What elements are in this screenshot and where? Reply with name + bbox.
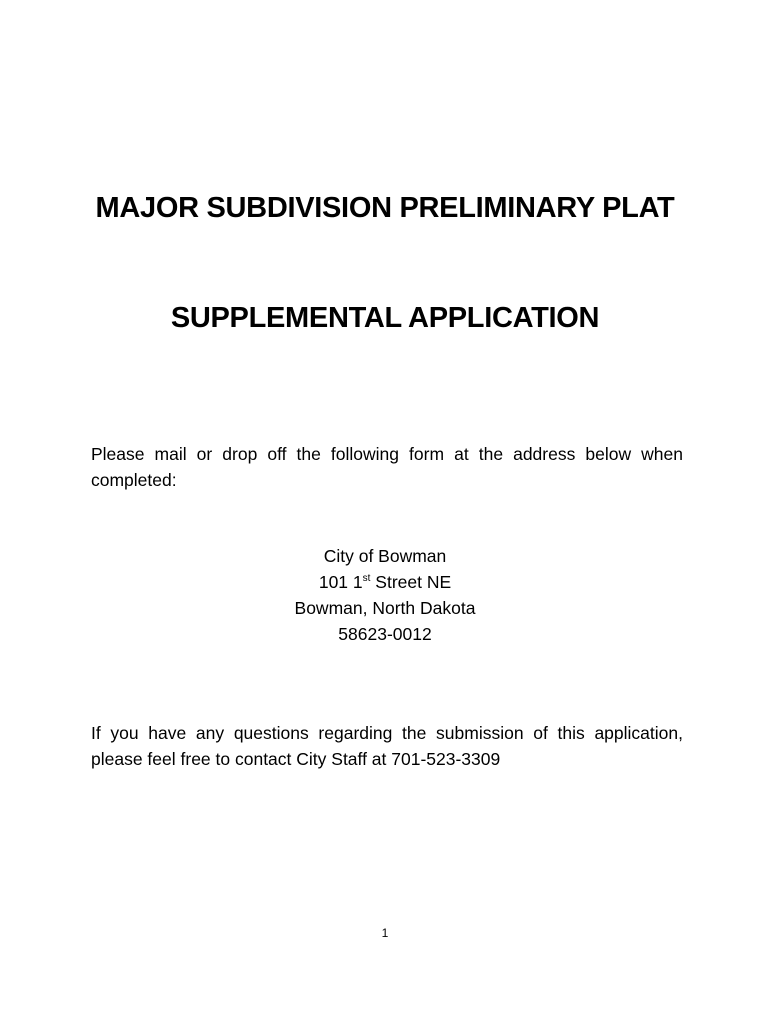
document-title: MAJOR SUBDIVISION PRELIMINARY PLAT — [95, 192, 675, 224]
address-zip: 58623-0012 — [338, 624, 432, 644]
address-street-suffix: st — [362, 573, 371, 585]
mailing-address — [0, 543, 770, 647]
contact-paragraph: If you have any questions regarding the submission of this application, please feel free to contact City Staff at 701-523-3309 — [91, 723, 683, 769]
page-number: 1 — [381, 926, 389, 940]
address-street — [0, 569, 770, 595]
document-subtitle: SUPPLEMENTAL APPLICATION — [170, 302, 600, 334]
instruction-paragraph: Please mail or drop off the following form at the address below when completed: — [91, 444, 683, 490]
address-city-state: Bowman, North Dakota — [294, 598, 476, 618]
address-street-number: 101 1 — [318, 572, 363, 592]
address-street-rest: Street NE — [370, 572, 452, 592]
address-name: City of Bowman — [323, 546, 447, 566]
